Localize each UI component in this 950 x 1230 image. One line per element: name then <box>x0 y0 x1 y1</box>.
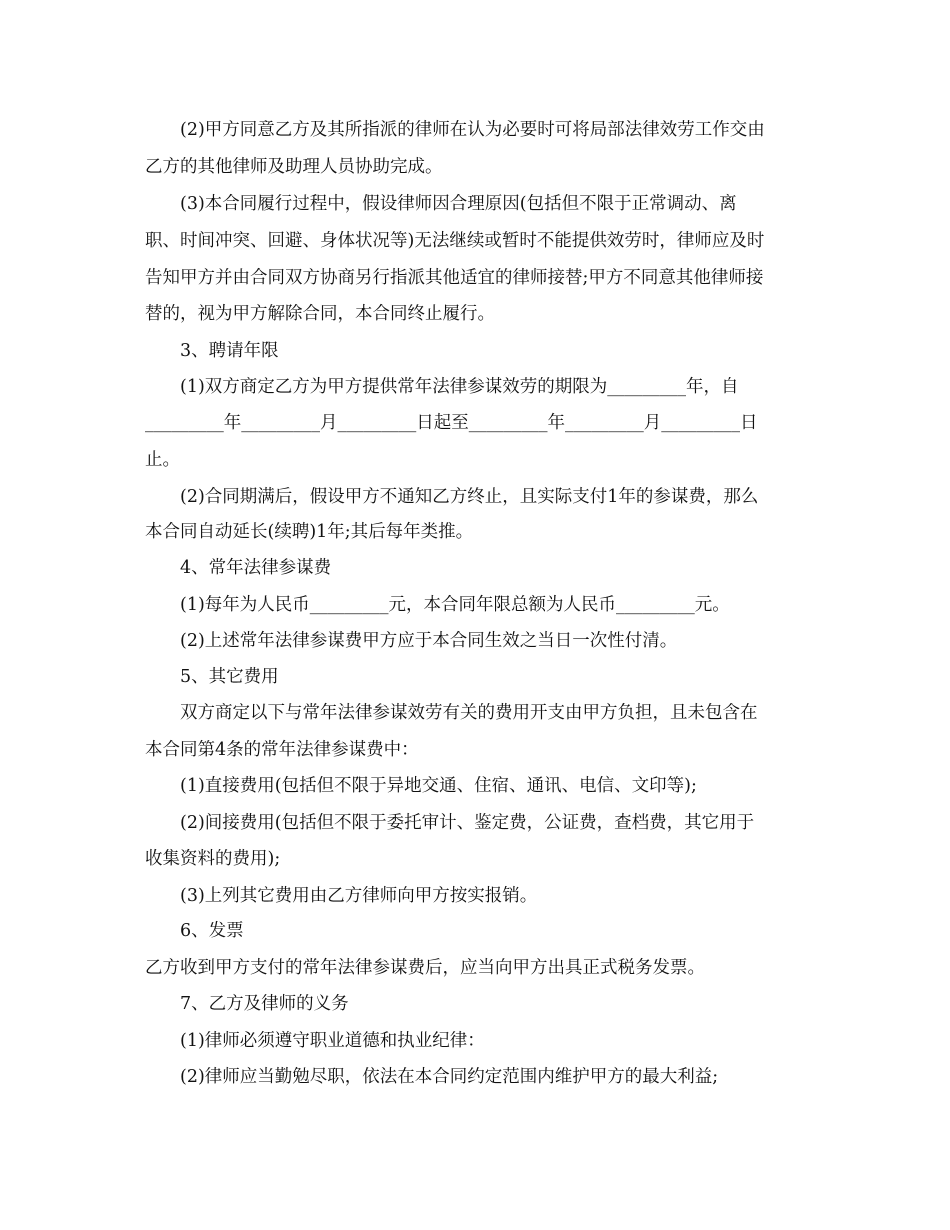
paragraph-line: (2)间接费用(包括但不限于委托审计、鉴定费，公证费，查档费，其它用于 <box>180 813 755 833</box>
paragraph-line: (1)双方商定乙方为甲方提供常年法律参谋效劳的期限为_________年，自 <box>180 377 739 397</box>
paragraph-line: (2)甲方同意乙方及其所指派的律师在认为必要时可将局部法律效劳工作交由 <box>180 120 765 140</box>
paragraph-line: (1)每年为人民币_________元，本合同年限总额为人民币_________元。 <box>180 595 730 615</box>
paragraph-line: (3)上列其它费用由乙方律师向甲方按实报销。 <box>180 886 538 906</box>
paragraph-line: (2)合同期满后，假设甲方不通知乙方终止，且实际支付1年的参谋费，那么 <box>180 487 759 507</box>
paragraph-line: (1)直接费用(包括但不限于异地交通、住宿、通讯、电信、文印等); <box>180 776 697 796</box>
paragraph-line: 本合同自动延长(续聘)1年;其后每年类推。 <box>145 522 474 542</box>
paragraph-line: (3)本合同履行过程中，假设律师因合理原因(包括但不限于正常调动、离 <box>180 194 737 214</box>
paragraph-line: (2)上述常年法律参谋费甲方应于本合同生效之当日一次性付清。 <box>180 631 678 651</box>
section-heading: 7、乙方及律师的义务 <box>180 994 349 1014</box>
paragraph-line: (2)律师应当勤勉尽职，依法在本合同约定范围内维护甲方的最大利益; <box>180 1067 719 1087</box>
paragraph-line: 职、时间冲突、回避、身体状况等)无法继续或暂时不能提供效劳时，律师应及时 <box>145 231 765 251</box>
paragraph-line: 告知甲方并由合同双方协商另行指派其他适宜的律师接替;甲方不同意其他律师接 <box>145 268 764 288</box>
section-heading: 6、发票 <box>180 921 244 941</box>
paragraph-line: 双方商定以下与常年法律参谋效劳有关的费用开支由甲方负担，且未包含在 <box>180 703 758 723</box>
paragraph-line: 收集资料的费用); <box>145 849 281 869</box>
section-heading: 4、常年法律参谋费 <box>180 558 332 578</box>
section-heading: 5、其它费用 <box>180 667 279 687</box>
paragraph-line: 乙方的其他律师及助理人员协助完成。 <box>145 157 443 177</box>
paragraph-line: 替的，视为甲方解除合同，本合同终止履行。 <box>145 304 495 324</box>
section-heading: 3、聘请年限 <box>180 341 279 361</box>
paragraph-line: (1)律师必须遵守职业道德和执业纪律： <box>180 1031 485 1051</box>
paragraph-line: 本合同第4条的常年法律参谋费中： <box>145 740 419 760</box>
paragraph-line: _________年_________月_________日起至_________年_________月_________日 <box>145 413 758 433</box>
paragraph-line: 止。 <box>145 450 180 470</box>
paragraph-line: 乙方收到甲方支付的常年法律参谋费后，应当向甲方出具正式税务发票。 <box>145 958 705 978</box>
